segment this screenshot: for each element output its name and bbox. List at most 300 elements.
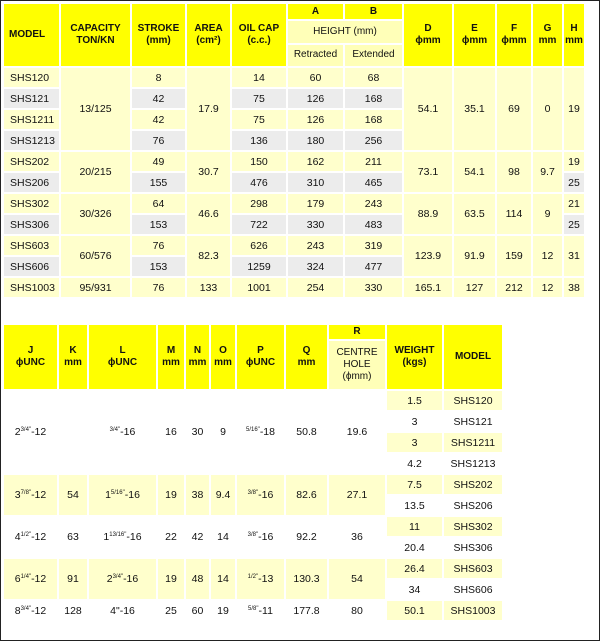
thread-fraction: 5/16"	[110, 490, 125, 496]
header-text: (c.c.)	[247, 35, 271, 46]
area-cell	[187, 152, 230, 192]
cell-value: SHS606	[10, 260, 50, 273]
header-text: CAPACITY	[70, 23, 121, 34]
oil-cap-cell	[232, 89, 286, 108]
cell-value: 483	[364, 218, 383, 231]
d-cell	[404, 68, 452, 150]
header-text: (ϕmm)	[342, 371, 372, 382]
cell-value: SHS306	[453, 541, 493, 554]
f-cell	[497, 152, 531, 192]
header-text: Q	[302, 345, 311, 356]
cell-value: 298	[250, 197, 268, 210]
thread-pitch: -16	[126, 531, 142, 543]
cell-value: 17.9	[198, 103, 219, 115]
n-cell	[186, 517, 209, 557]
thread-whole: 2	[14, 426, 21, 438]
col-header-d	[404, 4, 452, 66]
cell-value: 19	[217, 604, 229, 617]
capacity-cell	[61, 194, 130, 234]
cell-value: 34	[408, 583, 421, 596]
thread-pitch: -16	[258, 531, 274, 543]
cell-value: 25	[165, 604, 177, 617]
extended-cell	[345, 215, 402, 234]
model-cell	[444, 412, 502, 431]
cell-value: 73.1	[417, 166, 439, 178]
cell-value: 11	[409, 520, 420, 533]
oil-cap-cell	[232, 257, 286, 276]
header-text: ϕUNC	[15, 357, 46, 368]
retracted-cell	[288, 110, 343, 129]
k-cell	[59, 559, 87, 599]
weight-cell	[387, 433, 442, 452]
table-row	[4, 559, 502, 578]
cell-value: B	[369, 5, 378, 17]
cell-value: 330	[306, 218, 325, 231]
cell-value: SHS206	[10, 176, 50, 189]
oil-cap-cell	[232, 194, 286, 213]
weight-cell	[387, 412, 442, 431]
thread-pitch: -16	[120, 426, 136, 438]
extended-cell	[345, 278, 402, 297]
cell-value: 256	[364, 134, 383, 147]
model-cell	[444, 475, 502, 494]
col-header-q	[286, 325, 327, 389]
h-cell	[564, 68, 584, 150]
oil-cap-cell	[232, 236, 286, 255]
cell-value: 95/931	[79, 281, 112, 294]
cell-value: 25	[568, 176, 580, 189]
col-header-p	[237, 325, 284, 389]
header-text: ϕmm	[461, 35, 488, 46]
cell-value: 12	[541, 250, 554, 262]
cell-value: 162	[306, 155, 325, 168]
g-cell	[533, 152, 562, 192]
thread-fraction: 3/4"	[20, 427, 32, 433]
cell-value: 63	[67, 531, 79, 543]
cell-value: 13/125	[79, 103, 112, 115]
cell-value: 22	[165, 531, 177, 543]
model-cell	[444, 559, 502, 578]
cell-value: 16	[165, 426, 177, 438]
cell-value: 36	[351, 531, 363, 543]
h-cell	[564, 194, 584, 213]
cell-value: 30.7	[198, 166, 219, 178]
cell-value: 54	[351, 573, 363, 585]
model-cell	[444, 601, 502, 620]
cell-value: 722	[250, 218, 268, 231]
h-cell	[564, 173, 584, 192]
cell-value: 63.5	[464, 208, 485, 220]
cell-value: 1.5	[407, 394, 422, 407]
cell-value: 50.8	[296, 426, 317, 438]
h-cell	[564, 278, 584, 297]
cell-value: 9	[544, 208, 551, 220]
cell-value: 69	[508, 103, 520, 115]
weight-cell	[387, 475, 442, 494]
header-text: STROKE	[137, 23, 180, 34]
extended-cell	[345, 68, 402, 87]
cell-value: 48	[191, 573, 204, 585]
cell-value: 9.7	[540, 166, 555, 178]
cell-value: 128	[64, 604, 82, 617]
header-text: (cm²)	[196, 35, 221, 46]
n-cell	[186, 475, 209, 515]
header-text: N	[193, 345, 202, 356]
extended-cell	[345, 131, 402, 150]
m-cell	[158, 391, 184, 473]
col-header-k	[59, 325, 87, 389]
col-header-capacity	[61, 4, 130, 66]
p-cell	[237, 601, 284, 620]
cell-value: SHS202	[10, 155, 50, 168]
cell-value: 21	[568, 197, 580, 210]
cell-value: 38	[568, 281, 580, 294]
header-text: J	[27, 345, 34, 356]
j-cell	[4, 601, 57, 620]
cell-value: 177.8	[293, 604, 320, 617]
cell-value: 88.9	[417, 208, 439, 220]
cell-value: 42	[152, 113, 165, 126]
cell-value: 76	[152, 134, 165, 147]
cell-value: 91.9	[464, 250, 485, 262]
area-cell	[187, 194, 230, 234]
col-header-area	[187, 4, 230, 66]
thread-whole: 4	[110, 604, 116, 617]
col-header-a	[288, 4, 343, 19]
thread-fraction: 3/4"	[20, 605, 32, 612]
model-cell	[444, 433, 502, 452]
stroke-cell	[132, 215, 185, 234]
f-cell	[497, 68, 531, 150]
weight-cell	[387, 559, 442, 578]
model-cell	[4, 173, 59, 192]
model-cell	[444, 454, 502, 473]
cell-value: 136	[250, 134, 268, 147]
cell-value: SHS1213	[10, 134, 55, 147]
cell-value: SHS120	[10, 71, 50, 84]
cell-value: 19	[165, 573, 177, 585]
retracted-cell	[288, 257, 343, 276]
cell-value: SHS306	[10, 218, 50, 231]
thread-fraction: 1/2"	[247, 574, 259, 580]
h-cell	[564, 236, 584, 276]
header-text: ϕmm	[415, 35, 441, 46]
area-cell	[187, 68, 230, 150]
weight-cell	[387, 601, 442, 620]
extended-cell	[345, 173, 402, 192]
cell-value: 477	[364, 260, 383, 273]
stroke-cell	[132, 194, 185, 213]
table-row	[4, 152, 584, 171]
specification-sheet	[2, 2, 598, 639]
p-cell	[237, 475, 284, 515]
retracted-cell	[288, 89, 343, 108]
area-cell	[187, 236, 230, 276]
thread-pitch: -11	[258, 604, 273, 617]
retracted-cell	[288, 68, 343, 87]
weight-cell	[387, 391, 442, 410]
header-text: mm	[188, 357, 207, 368]
cell-value: 153	[149, 218, 168, 231]
cell-value: SHS1003	[450, 604, 496, 617]
cell-value: 127	[465, 281, 484, 294]
model-cell	[444, 517, 502, 536]
p-cell	[237, 559, 284, 599]
m-cell	[158, 601, 184, 620]
header-text: mm	[162, 357, 180, 368]
cell-value: 153	[149, 260, 168, 273]
cell-value: 19	[165, 489, 177, 501]
centre-hole-cell	[329, 517, 385, 557]
cell-value: 179	[306, 197, 325, 210]
cell-value: 1259	[247, 260, 271, 273]
oil-cap-cell	[232, 278, 286, 297]
thread-pitch: -16	[124, 489, 140, 501]
col-header-f	[497, 4, 531, 66]
model-cell	[444, 538, 502, 557]
cell-value: 159	[505, 250, 523, 262]
cell-value: SHS603	[10, 239, 50, 252]
p-cell	[237, 391, 284, 473]
m-cell	[158, 475, 184, 515]
header-text: ϕmm	[501, 35, 527, 46]
model-cell	[4, 110, 59, 129]
cell-value: MODEL	[9, 29, 46, 40]
cell-value: 80	[351, 604, 363, 617]
cell-value: 27.1	[346, 489, 368, 501]
stroke-cell	[132, 89, 185, 108]
weight-cell	[387, 580, 442, 599]
weight-cell	[387, 454, 442, 473]
cell-value: 60	[309, 71, 322, 84]
cell-value: SHS121	[10, 92, 50, 105]
cell-value: SHS206	[453, 499, 493, 512]
cell-value: 243	[364, 197, 383, 210]
cell-value: 31	[568, 250, 580, 262]
model-cell	[4, 194, 59, 213]
col-header-h	[564, 4, 584, 66]
cell-value: 60	[191, 604, 204, 617]
cell-value: 324	[306, 260, 325, 273]
cell-value: 20.4	[404, 541, 425, 554]
k-cell	[59, 517, 87, 557]
header-text: OIL CAP	[238, 23, 280, 34]
cell-value: 180	[306, 134, 325, 147]
header-text: mm	[538, 35, 557, 46]
cell-value: SHS1211	[10, 113, 55, 126]
col-header-stroke	[132, 4, 185, 66]
p-cell	[237, 517, 284, 557]
cell-value: 91	[67, 573, 79, 585]
cell-value: 14	[217, 573, 229, 585]
col-header-weight	[387, 325, 442, 389]
cell-value: 133	[199, 281, 218, 294]
cell-value: SHS1003	[10, 281, 55, 294]
model-cell	[4, 257, 59, 276]
thread-whole: 3	[14, 489, 21, 501]
o-cell	[211, 559, 235, 599]
cell-value: 165.1	[414, 281, 442, 294]
cell-value: 126	[306, 92, 325, 105]
col-header-b	[345, 4, 402, 19]
cell-value: 19	[568, 103, 580, 115]
cylinder-specs-table	[2, 2, 586, 299]
model-cell	[4, 152, 59, 171]
cell-value: R	[353, 326, 361, 337]
cell-value: 8	[155, 71, 162, 84]
model-cell	[4, 131, 59, 150]
col-header-centre-hole	[329, 341, 385, 389]
col-header-extended	[345, 45, 402, 67]
cell-value: 123.9	[414, 250, 442, 262]
cell-value: SHS1211	[450, 436, 496, 449]
cell-value: 465	[364, 176, 383, 189]
cell-value: 212	[505, 281, 523, 294]
cell-value: 9.4	[215, 489, 231, 501]
oil-cap-cell	[232, 152, 286, 171]
cell-value: 243	[306, 239, 325, 252]
cell-value: 98	[508, 166, 520, 178]
cell-value: SHS302	[453, 520, 493, 533]
header-text: CENTRE	[336, 347, 378, 358]
cell-value: 14	[253, 71, 265, 84]
oil-cap-cell	[232, 173, 286, 192]
thread-whole: 1	[103, 531, 110, 543]
f-cell	[497, 236, 531, 276]
cell-value: 1001	[247, 281, 271, 294]
oil-cap-cell	[232, 68, 286, 87]
thread-pitch: -18	[259, 426, 275, 438]
cell-value: MODEL	[454, 351, 492, 362]
cell-value: 50.1	[404, 604, 425, 617]
col-header-g	[533, 4, 562, 66]
g-cell	[533, 278, 562, 297]
cell-value: 42	[191, 531, 204, 543]
cell-value: 46.6	[198, 208, 219, 220]
g-cell	[533, 236, 562, 276]
oil-cap-cell	[232, 110, 286, 129]
cell-value: 82.3	[198, 250, 219, 262]
col-header-o	[211, 325, 235, 389]
capacity-cell	[61, 68, 130, 150]
cell-value: 20/215	[79, 166, 112, 178]
model-cell	[444, 580, 502, 599]
centre-hole-cell	[329, 559, 385, 599]
dimensions-table	[2, 323, 504, 622]
k-cell	[59, 391, 87, 473]
thread-pitch: -16	[123, 573, 139, 585]
thread-pitch: -12	[31, 426, 47, 438]
o-cell	[211, 475, 235, 515]
cell-value: A	[311, 5, 320, 17]
extended-cell	[345, 152, 402, 171]
d-cell	[404, 236, 452, 276]
cell-value: 42	[152, 92, 165, 105]
cell-value: 54.1	[417, 103, 439, 115]
cell-value: SHS121	[453, 415, 493, 428]
header-text: WEIGHT	[394, 345, 435, 356]
cell-value: 49	[152, 155, 165, 168]
model-cell	[4, 278, 59, 297]
extended-cell	[345, 194, 402, 213]
header-text: AREA	[194, 23, 223, 34]
model-cell	[4, 89, 59, 108]
stroke-cell	[132, 110, 185, 129]
o-cell	[211, 601, 235, 620]
extended-cell	[345, 110, 402, 129]
thread-fraction: 3/4"	[112, 574, 124, 580]
cell-value: Extended	[352, 49, 395, 61]
cell-value: 254	[306, 281, 325, 294]
d-cell	[404, 278, 452, 297]
header-text: HOLE	[343, 359, 371, 370]
model-cell	[444, 496, 502, 515]
m-cell	[158, 517, 184, 557]
cell-value: 13.5	[404, 499, 425, 512]
header-text: L	[119, 345, 126, 356]
cell-value: 155	[149, 176, 168, 189]
capacity-cell	[61, 278, 130, 297]
capacity-cell	[61, 236, 130, 276]
cell-value: 126	[306, 113, 325, 126]
thread-pitch: -12	[31, 489, 47, 501]
thread-fraction: 7/8"	[20, 490, 32, 496]
f-cell	[497, 194, 531, 234]
header-text: mm	[565, 35, 583, 46]
d-cell	[404, 194, 452, 234]
col-header-retracted	[288, 45, 343, 67]
cell-value: 19.6	[346, 426, 368, 438]
cell-value: 476	[250, 176, 268, 189]
stroke-cell	[132, 68, 185, 87]
cell-value: 319	[364, 239, 383, 252]
model-cell	[4, 68, 59, 87]
d-cell	[404, 152, 452, 192]
cell-value: 3	[411, 415, 418, 428]
centre-hole-cell	[329, 475, 385, 515]
col-header-model	[444, 325, 502, 389]
cell-value: 150	[250, 155, 268, 168]
thread-fraction: 5/8"	[248, 605, 259, 612]
thread-pitch: -12	[31, 604, 47, 617]
header-text: G	[543, 23, 552, 34]
e-cell	[454, 236, 495, 276]
cell-value: 82.6	[296, 489, 317, 501]
cell-value: HEIGHT (mm)	[313, 25, 377, 37]
e-cell	[454, 194, 495, 234]
cell-value: SHS202	[453, 478, 493, 491]
cell-value: 310	[306, 176, 325, 189]
cell-value: 68	[367, 71, 380, 84]
col-header-e	[454, 4, 495, 66]
oil-cap-cell	[232, 215, 286, 234]
cell-value: 168	[364, 92, 383, 105]
cell-value: 130.3	[293, 573, 320, 585]
cell-value: SHS606	[453, 583, 493, 596]
thread-whole: 1	[105, 489, 111, 501]
cell-value: 64	[152, 197, 165, 210]
thread-fraction: 5/16"	[246, 427, 260, 433]
centre-hole-cell	[329, 601, 385, 620]
cell-value: 12	[541, 281, 554, 294]
thread-whole: 4	[14, 531, 21, 543]
k-cell	[59, 601, 87, 620]
h-cell	[564, 152, 584, 171]
q-cell	[286, 601, 327, 620]
l-cell	[89, 559, 156, 599]
cell-value: 30/326	[79, 208, 112, 220]
cell-value: SHS603	[453, 562, 493, 575]
